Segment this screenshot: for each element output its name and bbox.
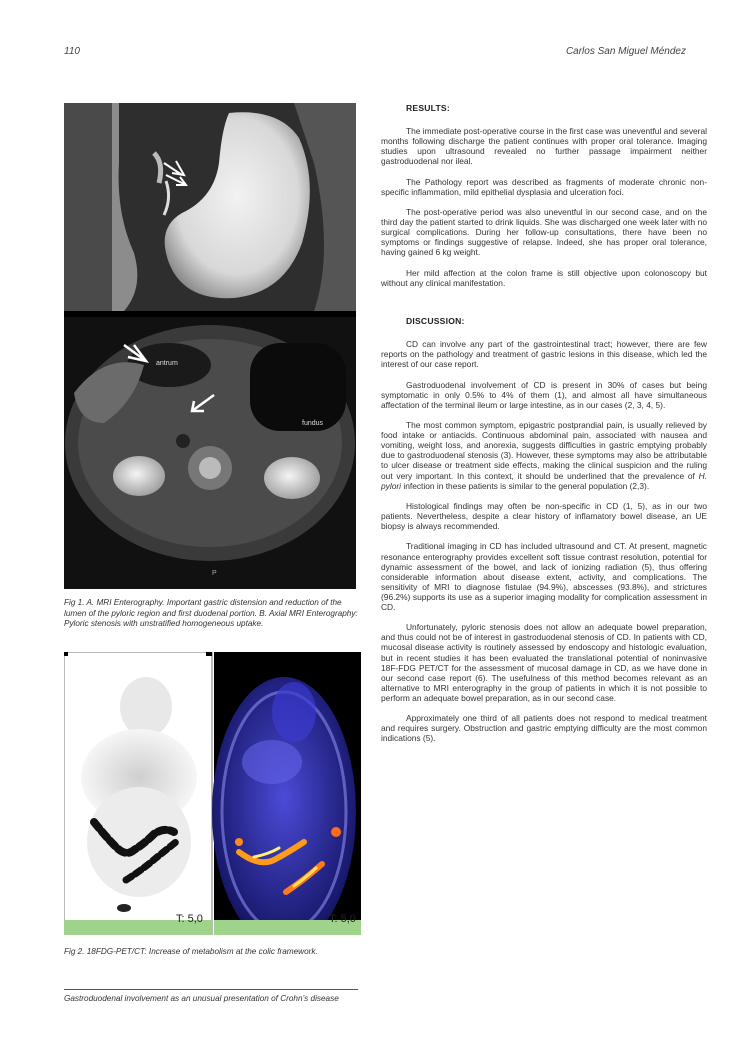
- label-fundus: fundus: [302, 420, 324, 427]
- footer-rule: [64, 989, 358, 990]
- label-p: P: [212, 570, 217, 577]
- pet-right-label: T: 5,0: [329, 913, 356, 925]
- results-heading: RESULTS:: [406, 103, 450, 113]
- label-antrum: antrum: [156, 360, 178, 367]
- page-number: 110: [64, 46, 80, 57]
- discussion-paragraph-4: Histological findings may often be non-specific in CD (1, 5), as in our two patients. Nevertheless, despite a clear history of inflamatory bowel disease, an UE biopsy is always recommended.: [381, 500, 707, 532]
- discussion-paragraph-7: Approximately one third of all patients does not respond to medical treatment and requires surgery. Obstruction and gastric emptying difficulty are the most common indications (5).: [381, 713, 707, 744]
- figure-2-caption: Fig 2. 18FDG-PET/CT: Increase of metabolism at the colic framework.: [64, 947, 318, 956]
- footer-text: Gastroduodenal involvement as an unusual presentation of Crohn’s disease: [64, 994, 339, 1003]
- discussion-paragraph-2: Gastroduodenal involvement of CD is present in 30% of cases but being symptomatic in only 0.5% to 4% of them (1), and almost all have simultaneous affectation of the terminal ileum or large intestine, as in our cases (2, 3, 4, 5).: [381, 379, 707, 410]
- main-text-column: [381, 103, 707, 754]
- figure-2-pet-images: [64, 652, 361, 935]
- figure-1-caption: Fig 1. A. MRI Enterography. Important gastric distension and reduction of the lumen of the pyloric region and first duodenal portion. B. Axial MRI Enterography: Pyloric stenosis with unstratified homogeneous uptake.: [64, 598, 358, 628]
- discussion-paragraph-1: CD can involve any part of the gastrointestinal tract; however, there are few reports on the pathology and treatment of gastric lesions in this disease, which led the interest of our case report.: [381, 339, 707, 370]
- discussion-heading: DISCUSSION:: [406, 316, 465, 327]
- discussion-paragraph-6: Unfortunately, pyloric stenosis does not allow an adequate bowel preparation, and thus could not be of interest in gastroduodenal stenosis of CD. In patients with CD, mucosal disease activity is routinely assessed by endoscopy and histologic evaluation, but in recent studies it has been evaluated the translational potential of noninvasive 18F-FDG PET/CT for the assessment of mucosal damage in CD, as we have done in our second case report (6). The usefulness of this method becomes relevant as an alternative to MRI enterography in the group of patients in which it is not possible to perform an adequate bowel preparation, as in our second case.: [381, 622, 707, 703]
- running-head-author: Carlos San Miguel Méndez: [565, 46, 686, 57]
- results-paragraph-1: The immediate post-operative course in the first case was uneventful and several months following discharge the patient continues with proper oral tolerance. Imaging studies upon ultrasound revealed no further passage impairment neither gastroduodenal nor ileal.: [381, 126, 707, 167]
- discussion-p3-tail: infection in these patients is similar to the general population (2,3).: [401, 480, 650, 491]
- figure-1-mri-images: [64, 103, 356, 589]
- figure-2-graphic: [64, 652, 361, 935]
- pet-left-label: T: 5,0: [176, 913, 203, 925]
- discussion-p3-text: The most common symptom, epigastric postprandial pain, is usually relieved by food intake or antiacids. Continuous abdominal pain, associated with nausea and vomiting, weight loss, and anorexia, suggests difficulties in gastric emptying probably due to gastroduodenal stenosis (3). However, these symptoms may also be attributable to ulcer disease or treatment side effects, making the clinical suspicion and the ruling out very important. In this context, it should be underlined that the prevalence of: [381, 420, 707, 481]
- discussion-paragraph-5: Traditional imaging in CD has included ultrasound and CT. At present, magnetic resonance enterography provides excellent soft tissue contrast resolution, potential for dynamic assessment of the bowel, and lack of ionizing radiation (5), thus offering considerable information about disease extent, activity, and complications. The sensitivity of MRI to diagnose fistulae (94.9%), abscesses (93.8%), and strictures (96.2%) supports its use as a superior imaging modality for complication assessment in CD.: [381, 541, 707, 612]
- results-paragraph-4: Her mild affection at the colon frame is still objective upon colonoscopy but without any clinical manifestation.: [381, 267, 707, 288]
- h-pylori-italic: H. pylori: [381, 470, 707, 491]
- discussion-paragraph-3: [381, 420, 707, 491]
- results-paragraph-2: The Pathology report was described as fragments of moderate chronic non-specific inflammation, mild epithelial dysplasia and ulceration foci.: [381, 176, 707, 197]
- figure-1-graphic: [64, 103, 356, 589]
- results-paragraph-3: The post-operative period was also uneventful in our second case, and on the third day the patient started to drink liquids. She was discharged one week later with no surgical complications. During her follow-up consultations, there have been no symptoms or findings suggestive of relapse. Indeed, she has proper oral tolerance, having gained 6 kg weight.: [381, 207, 707, 258]
